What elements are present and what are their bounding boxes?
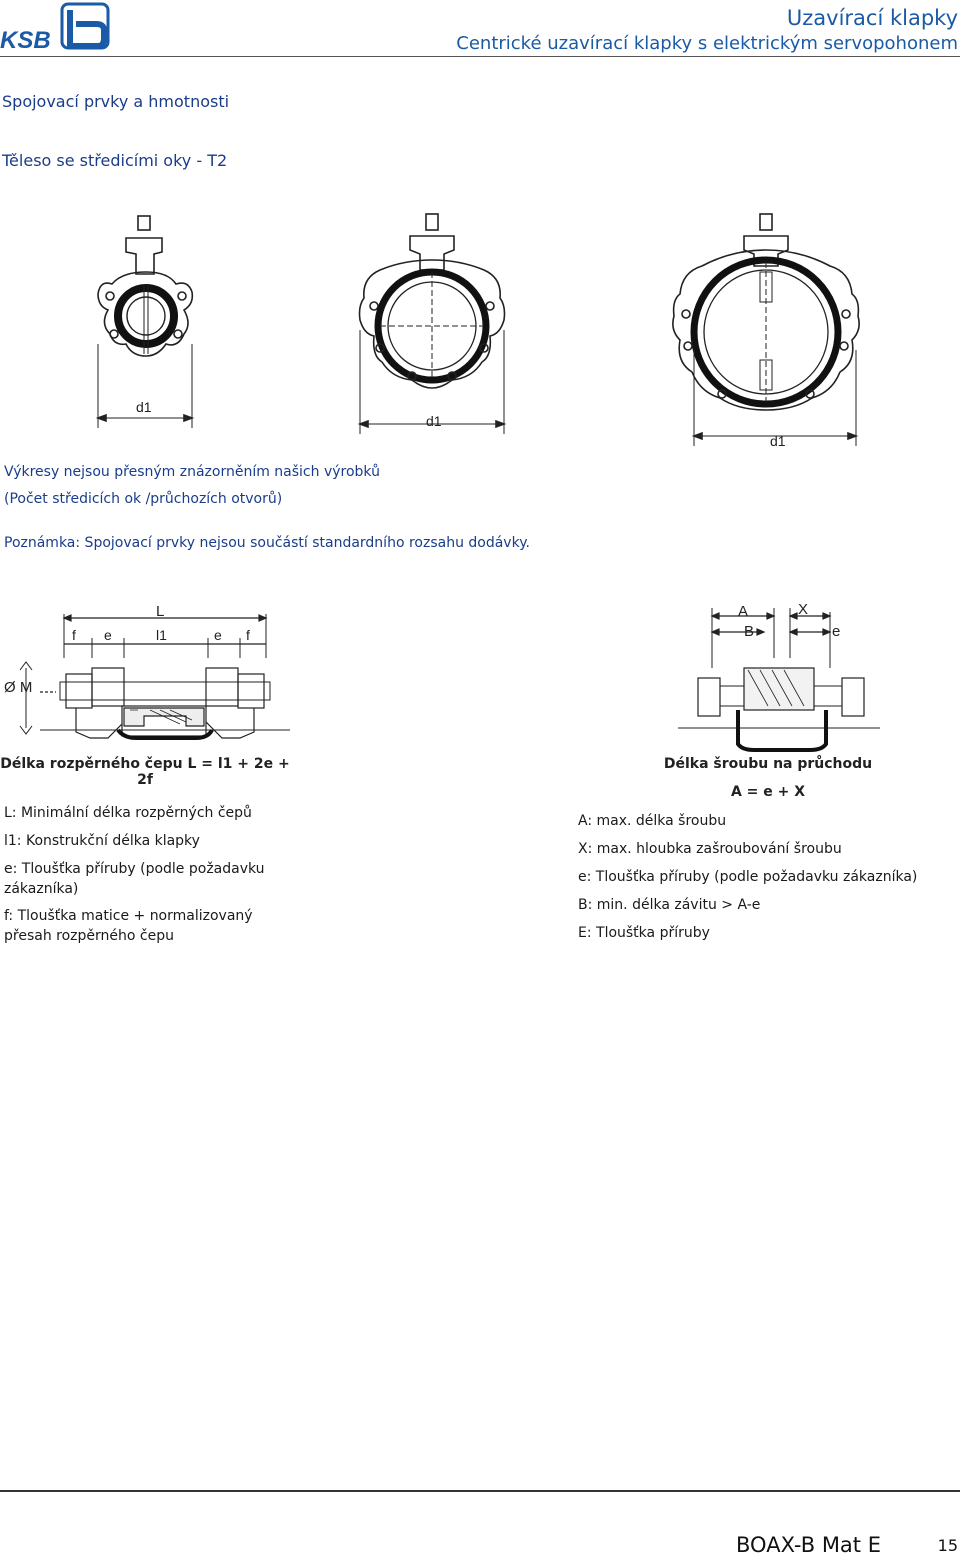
note-text: Poznámka: Spojovací prvky nejsou součástí standardního rozsahu dodávky.	[4, 535, 530, 551]
right-item-e: e: Tloušťka příruby (podle požadavku zákazníka)	[578, 869, 918, 885]
right-item-A: A: max. délka šroubu	[578, 813, 727, 829]
label-B: B	[744, 623, 755, 640]
footer-divider	[0, 1490, 960, 1492]
d1-label-small: d1	[136, 399, 152, 415]
left-item-e: e: Tloušťka příruby (podle požadavku zákazníka)	[4, 861, 265, 897]
label-e-left: e	[104, 627, 112, 643]
caption-line-1: Výkresy nejsou přesným znázorněním našich výrobků	[4, 464, 380, 480]
label-diameter-M: Ø M	[4, 679, 33, 696]
valve-drawing-small	[92, 214, 202, 432]
svg-text:KSB: KSB	[0, 27, 51, 54]
label-f-left: f	[72, 627, 76, 643]
d1-label-medium: d1	[426, 413, 442, 429]
header-divider	[0, 56, 960, 57]
label-e: e	[832, 623, 841, 640]
valve-drawing-medium	[356, 210, 508, 438]
section-subheading: Těleso se středicími oky - T2	[2, 151, 228, 170]
label-l1: l1	[156, 627, 167, 643]
right-item-X: X: max. hloubka zašroubování šroubu	[578, 841, 842, 857]
ksb-logo	[0, 0, 116, 58]
label-e-right: e	[214, 627, 222, 643]
label-f-right: f	[246, 627, 250, 643]
section-heading: Spojovací prvky a hmotnosti	[2, 92, 230, 111]
d1-label-large: d1	[770, 433, 786, 449]
label-X: X	[798, 601, 809, 618]
right-block-formula: A = e + X	[730, 784, 806, 800]
right-item-B: B: min. délka závitu > A-e	[578, 897, 761, 913]
left-heading-line-1: Délka rozpěrného čepu L = l1 + 2e +	[0, 756, 290, 772]
right-block-heading: Délka šroubu na průchodu	[663, 756, 873, 772]
valve-drawing-large	[666, 210, 866, 454]
left-item-f: f: Tloušťka matice + normalizovaný přesah rozpěrného čepu	[4, 908, 253, 944]
header-subtitle: Centrické uzavírací klapky s elektrickým servopohonem	[456, 33, 958, 54]
through-bolt-diagram	[664, 598, 880, 758]
label-A: A	[738, 603, 749, 620]
left-block-heading	[0, 756, 290, 788]
header-title: Uzavírací klapky	[786, 6, 958, 30]
footer-document-id: BOAX-B Mat E	[736, 1533, 881, 1557]
left-heading-line-2: 2f	[137, 772, 153, 788]
left-item-L: L: Minimální délka rozpěrných čepů	[4, 805, 252, 821]
label-L: L	[156, 603, 165, 620]
right-item-E: E: Tloušťka příruby	[578, 925, 710, 941]
left-item-l1: l1: Konstrukční délka klapky	[4, 833, 200, 849]
stud-bolt-diagram	[0, 598, 290, 752]
footer-page-number: 15	[937, 1536, 958, 1555]
caption-line-2: (Počet středicích ok /průchozích otvorů)	[4, 491, 283, 507]
